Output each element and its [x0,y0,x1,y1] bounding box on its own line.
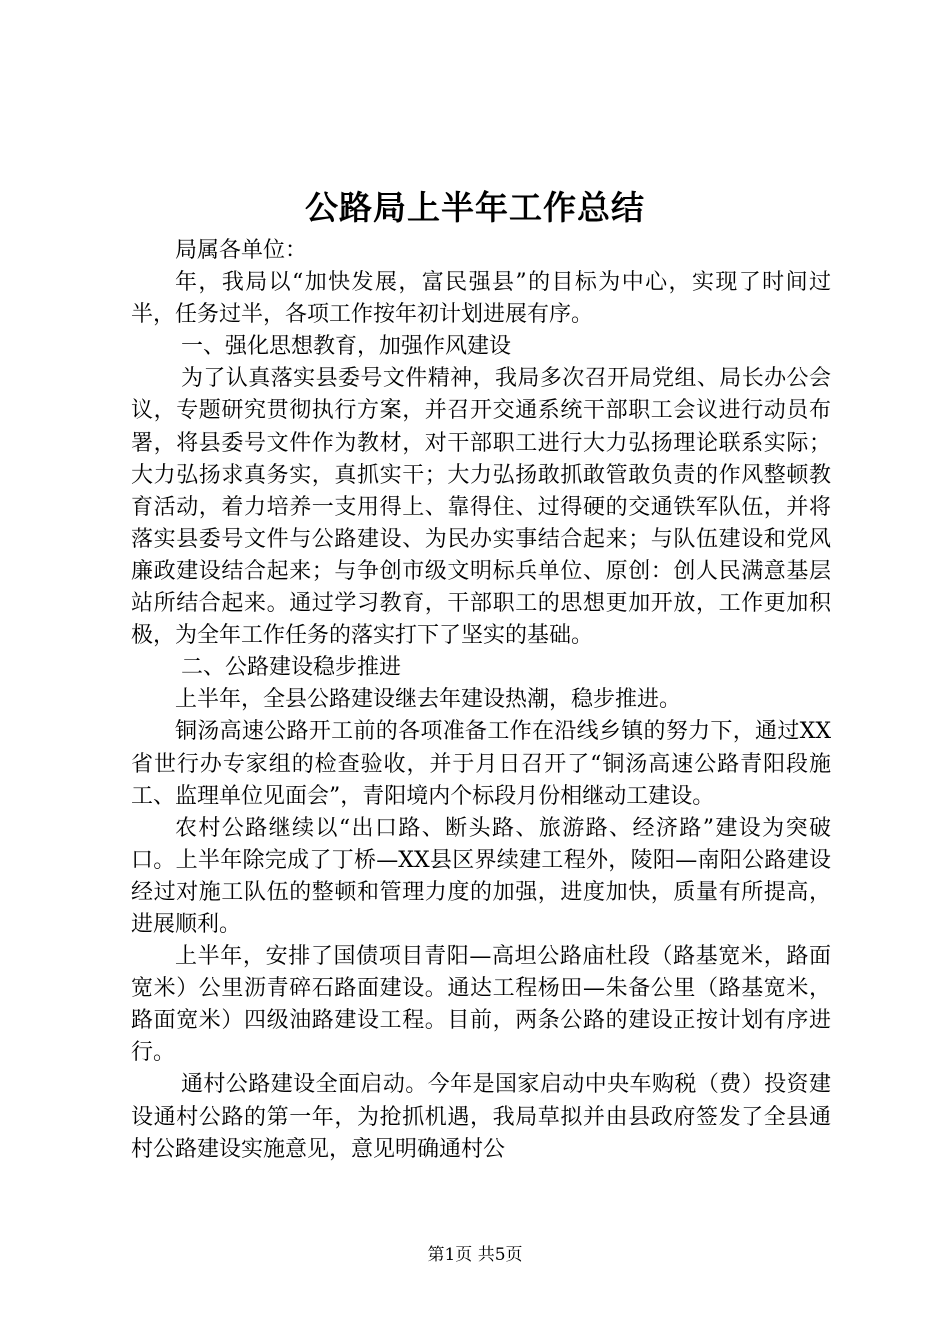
paragraph-expressway: 铜汤高速公路开工前的各项准备工作在沿线乡镇的努力下，通过XX省世行办专家组的检查验收，并于月日召开了“铜汤高速公路青阳段施工、监理单位见面会”，青阳境内个标段月份相继动工建设。 [131,719,831,809]
paragraph-overview: 上半年，全县公路建设继去年建设热潮，稳步推进。 [175,687,682,713]
intro-paragraph: 年，我局以“加快发展，富民强县”的目标为中心，实现了时间过半，任务过半，各项工作按年初计划进展有序。 [131,270,831,328]
page-footer: 第1页 共5页 [427,1245,523,1265]
document-title: 公路局上半年工作总结 [305,188,645,227]
paragraph-village-roads: 通村公路建设全面启动。今年是国家启动中央车购税（费）投资建设通村公路的第一年，为抢抓机遇，我局草拟并由县政府签发了全县通村公路建设实施意见，意见明确通村公 [131,1072,831,1162]
section-heading-1: 一、强化思想教育，加强作风建设 [181,334,512,360]
paragraph-section-1: 为了认真落实县委号文件精神，我局多次召开局党组、局长办公会议，专题研究贯彻执行方案，并召开交通系统干部职工会议进行动员布署，将县委号文件作为教材，对干部职工进行大力弘扬理论联系实际；大力弘扬求真务实，真抓实干；大力弘扬敢抓敢管敢负责的作风整顿教育活动，着力培养一支用得上、靠得住、过得硬的交通铁军队伍，并将落实县委号文件与公路建设、为民办实事结合起来；与队伍建设和党风廉政建设结合起来；与争创市级文明标兵单位、原创：创人民满意基层站所结合起来。通过学习教育，干部职工的思想更加开放，工作更加积极，为全年工作任务的落实打下了坚实的基础。 [131,366,831,649]
salutation: 局属各单位： [175,238,308,263]
document-body [131,235,831,1166]
paragraph-rural-roads: 农村公路继续以“出口路、断头路、旅游路、经济路”建设为突破口。上半年除完成了丁桥—XX县区界续建工程外，陵阳—南阳公路建设经过对施工队伍的整顿和管理力度的加强，进度加快，质量有所提高，进展顺利。 [131,815,831,937]
paragraph-projects: 上半年，安排了国债项目青阳—高坦公路庙杜段（路基宽米，路面宽米）公里沥青碎石路面建设。通达工程杨田—朱备公里（路基宽米，路面宽米）四级油路建设工程。目前，两条公路的建设正按计划有序进行。 [131,944,831,1066]
section-heading-2: 二、公路建设稳步推进 [181,655,402,681]
